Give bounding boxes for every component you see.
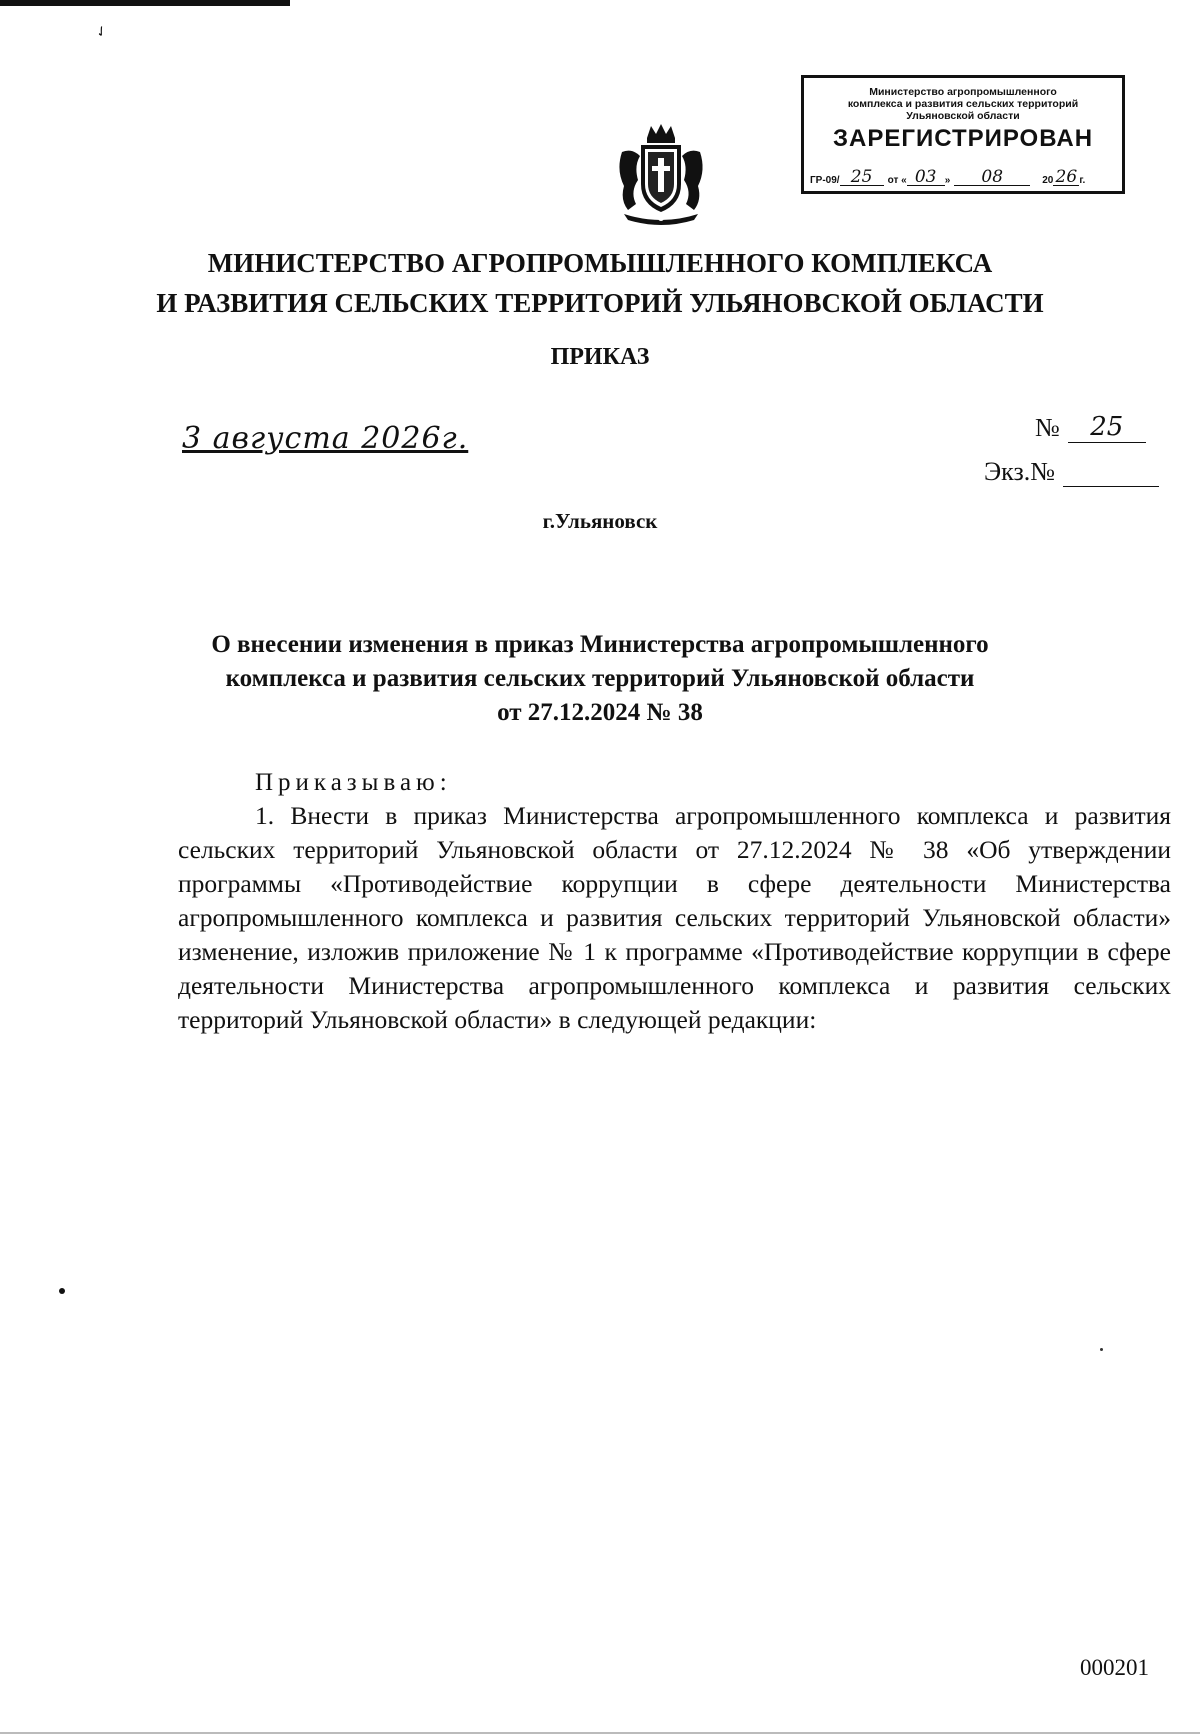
- order-word-spaced: Приказываю: [255, 769, 440, 796]
- stamp-registration-line: [810, 169, 1118, 186]
- stamp-month: 08: [954, 169, 1030, 186]
- coat-of-arms-icon: [614, 122, 708, 226]
- registration-stamp: [801, 75, 1125, 194]
- stamp-year-prefix: 20: [1042, 175, 1054, 186]
- stamp-close-quote: »: [944, 175, 951, 186]
- scan-speck: [1100, 1348, 1103, 1351]
- copy-number-label: Экз.№: [984, 457, 1056, 486]
- scan-edge-mark: [0, 0, 290, 6]
- stamp-year-suffix: 26: [1053, 169, 1079, 186]
- stamp-line-3: Ульяновской области: [906, 110, 1020, 122]
- scan-bottom-edge: [0, 1732, 1200, 1734]
- handwritten-date: 3 августа 2026г.: [182, 421, 469, 456]
- order-number-row: [1035, 412, 1146, 443]
- stamp-reg-prefix: ГР-09/: [810, 175, 840, 186]
- city: г.Ульяновск: [542, 509, 658, 533]
- stamp-year-unit: г.: [1079, 175, 1086, 186]
- number-label: №: [1035, 413, 1060, 442]
- stamp-line-1: Министерство агропромышленного: [869, 86, 1057, 98]
- stamp-line-2: комплекса и развития сельских территорий: [847, 98, 1079, 110]
- copy-number-row: [984, 457, 1159, 487]
- title-line-1: О внесении изменения в приказ Министерства агропромышленного: [211, 631, 989, 658]
- document-title: [150, 628, 1050, 730]
- order-number-value: 25: [1068, 412, 1146, 443]
- stamp-day: 03: [907, 169, 945, 186]
- document-type: ПРИКАЗ: [550, 344, 650, 370]
- order-word: [255, 766, 447, 799]
- title-line-2: комплекса и развития сельских территорий Ульяновской области: [225, 665, 975, 692]
- stamp-reg-number: 25: [840, 169, 884, 186]
- ministry-header: [150, 243, 1050, 323]
- title-line-3: от 27.12.2024 № 38: [497, 699, 703, 726]
- paragraph-1: 1. Внести в приказ Министерства агропромышленного комплекса и развития сельских территорий Ульяновской области от 27.12.2024 № 38 «Об утверждении программы «Противодействие коррупции в сфере деятельности Министерства агропромышленного комплекса и развития сельских территорий Ульяновской области» изменение, изложив приложение № 1 к программе «Противодействие коррупции в сфере деятельности Министерства агропромышленного комплекса и развития сельских территорий Ульяновской области» в следующей редакции:: [178, 801, 1171, 1034]
- page-code: 000201: [1080, 1655, 1149, 1680]
- scan-check-mark: ✓: [92, 22, 112, 42]
- stamp-status: ЗАРЕГИСТРИРОВАН: [832, 125, 1094, 152]
- order-word-colon: :: [439, 769, 447, 796]
- stamp-from-label: от «: [887, 175, 907, 186]
- ministry-header-line-1: МИНИСТЕРСТВО АГРОПРОМЫШЛЕННОГО КОМПЛЕКСА: [207, 248, 993, 278]
- scan-speck: [59, 1288, 65, 1294]
- ministry-header-line-2: И РАЗВИТИЯ СЕЛЬСКИХ ТЕРРИТОРИЙ УЛЬЯНОВСКОЙ ОБЛАСТИ: [156, 288, 1044, 318]
- copy-number-blank: [1063, 458, 1159, 487]
